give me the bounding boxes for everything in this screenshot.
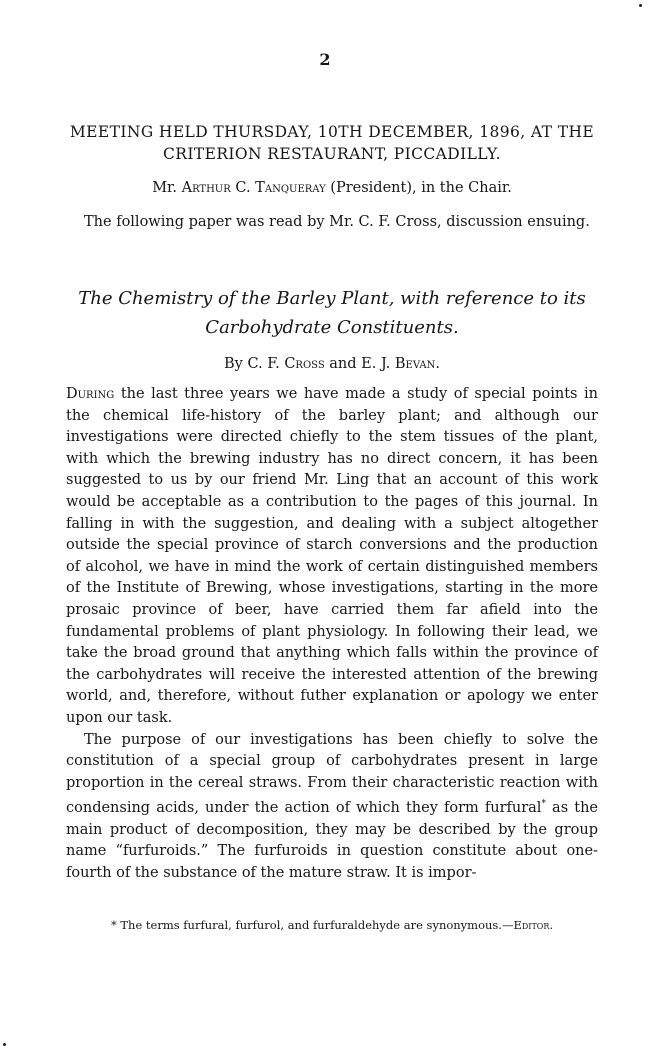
footnote-marker: *: [110, 918, 117, 932]
byline-connector: and: [324, 356, 362, 372]
body-paragraph-2: [66, 730, 598, 885]
footnote-attribution: Editor.: [513, 918, 554, 932]
chair-line: [66, 178, 598, 198]
byline: [66, 354, 598, 374]
drop-lead-word: During: [66, 386, 115, 402]
byline-prefix: By: [224, 356, 248, 372]
footnote: [66, 917, 598, 933]
byline-author-1: C. F. Cross: [247, 356, 325, 372]
body-paragraph-1: [66, 384, 598, 730]
body-paragraph-2-before: The purpose of our investigations has been chiefly to solve the constitution of a special group of carbohydrates present in large proportion in the cereal straws. From their characteristic reaction with condensing acids, under the action of which they form furfural: [66, 731, 598, 817]
meeting-heading: MEETING HELD THURSDAY, 10TH DECEMBER, 1896, AT THE CRITERION RESTAURANT, PICCADILLY.: [69, 123, 595, 163]
page-number: 2: [319, 50, 331, 69]
scan-speck-top-right: [639, 4, 642, 7]
chair-name: Arthur C. Tanqueray: [181, 180, 326, 196]
body-paragraph-1-text: the last three years we have made a study of special points in the chemical life-history of the barley plant; and although our investigations were directed chiefly to the stem tissues of the plant, with which the brewing industry has no direct concern, it has been suggested to us by our friend Mr. Ling that an account of this work would be acceptable as a contribution to the pages of this journal. In falling in with the suggestion, and dealing with a subject altogether outside the special province of starch conversions and the production of alcohol, we have in mind the work of certain distinguished members of the Institute of Brewing, whose investigations, starting in the more prosaic province of beer, have carried them far afield into the fundamental problems of plant physiology. In following their lead, we take the broad ground that anything which falls within the province of the carbohydrates will receive the interested attention of the brewing world, and, therefore, without futher explanation or apology we enter upon our task.: [66, 386, 598, 726]
footnote-text: The terms furfural, furfurol, and furfuraldehyde are synonymous.—: [116, 918, 514, 932]
footnote-reference: *: [541, 799, 546, 810]
byline-author-2: E. J. Bevan.: [361, 356, 440, 372]
chair-suffix: (President), in the Chair.: [325, 180, 512, 196]
body-text: [66, 384, 598, 884]
chair-prefix: Mr.: [152, 180, 182, 196]
scan-speck-bottom-left: [3, 1043, 6, 1046]
intro-paragraph: The following paper was read by Mr. C. F. Cross, discussion ensuing.: [84, 214, 590, 230]
paper-title: The Chemistry of the Barley Plant, with reference to its Carbohydrate Constituents.: [78, 288, 586, 338]
body-paragraph-2-after: as the main product of decomposition, they may be described by the group name “furfuroids.” The furfuroids in question constitute about one-fourth of the substance of the mature straw. It is impor-: [66, 800, 598, 881]
